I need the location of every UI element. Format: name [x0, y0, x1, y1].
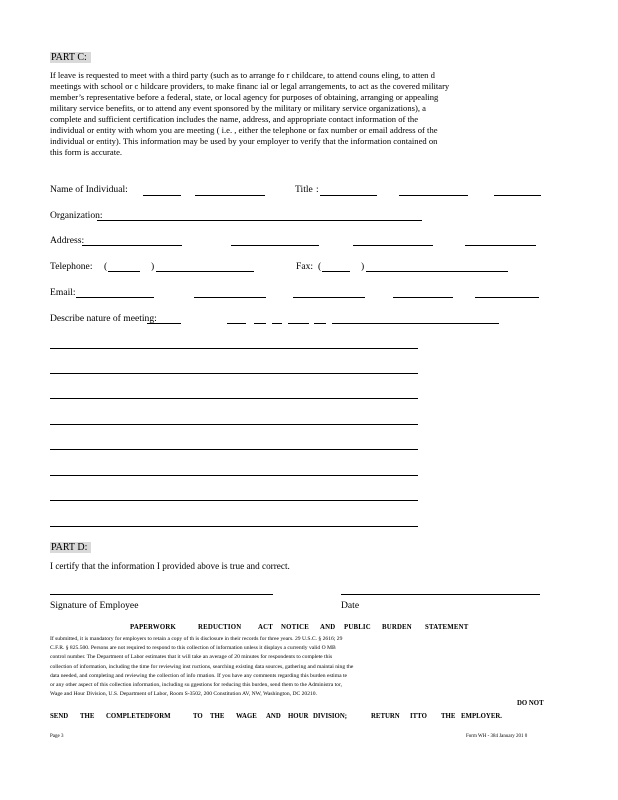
telephone-close-paren: ) [151, 261, 155, 272]
title-label: Title [295, 184, 313, 195]
meeting-description-line[interactable] [50, 500, 418, 501]
send-word: THE [80, 713, 95, 720]
fax-open-paren: ( [318, 261, 322, 272]
email-label: Email: [50, 287, 76, 298]
paragraph-line: military service benefits, or to attend any event sponsored by the military or military service organizations), a [50, 103, 426, 113]
email-field-line[interactable] [475, 297, 539, 298]
notice-line: data needed, and completing and reviewing the collection of info rmation. If you have any comments regarding this burden estima te [50, 672, 347, 679]
meeting-description-line[interactable] [50, 373, 418, 374]
notice-body [50, 635, 353, 699]
name-field-line[interactable] [143, 195, 181, 196]
fax-area-code-line[interactable] [322, 271, 350, 272]
email-field-line[interactable] [293, 297, 365, 298]
email-field-line[interactable] [76, 297, 154, 298]
describe-meeting-label: Describe nature of meeting: [50, 313, 157, 324]
paragraph-line: meetings with school or c hildcare providers, to make financ ial or legal arrangements, to act as the covered military [50, 81, 450, 91]
telephone-label: Telephone: [50, 261, 93, 272]
part-c-paragraph [50, 70, 449, 158]
meeting-description-line[interactable] [50, 475, 418, 476]
describe-field-line[interactable] [272, 323, 282, 324]
paragraph-line: individual or entity). This information may be used by your employer to verify that the information contained on [50, 136, 438, 146]
describe-field-line[interactable] [332, 323, 499, 324]
address-label: Address: [50, 235, 85, 246]
send-word: SEND [50, 713, 69, 720]
notice-heading-word: PUBLIC [344, 624, 371, 631]
send-word: EMPLOYER. [461, 713, 502, 720]
meeting-description-line[interactable] [50, 526, 418, 527]
organization-label: Organization: [50, 210, 103, 221]
describe-field-line[interactable] [227, 323, 246, 324]
notice-heading-word: BURDEN [382, 624, 412, 631]
name-field-line[interactable] [195, 195, 265, 196]
email-field-line[interactable] [194, 297, 266, 298]
paragraph-line: complete and sufficient certification includes the name, address, and appropriate contact information of the [50, 114, 419, 124]
paragraph-line: If leave is requested to meet with a third party (such as to arrange fo r childcare, to attend couns eling, to atten d [50, 70, 435, 80]
fax-label: Fax: [296, 261, 314, 272]
notice-heading-word: STATEMENT [425, 624, 469, 631]
telephone-number-line[interactable] [156, 271, 254, 272]
send-word: HOUR [288, 713, 309, 720]
meeting-description-line[interactable] [50, 424, 418, 425]
address-field-line[interactable] [82, 245, 182, 246]
send-word: ITTO [410, 713, 427, 720]
notice-line: Wage and Hour Division, U.S. Department of Labor, Room S-3502, 200 Constitution AV, NW, Washington, DC 20210. [50, 691, 318, 698]
paragraph-line: member’s representative before a federal, state, or local agency for purposes of obtaining, arranging or appealing [50, 92, 439, 102]
send-word: AND [266, 713, 281, 720]
paragraph-line: individual or entity with whom you are meeting ( i.e. , either the telephone or fax number or email address of the [50, 125, 438, 135]
certification-statement: I certify that the information I provided above is true and correct. [50, 561, 290, 571]
meeting-description-line[interactable] [50, 449, 418, 450]
send-word: TO [193, 713, 203, 720]
date-line[interactable] [341, 594, 540, 595]
describe-field-line[interactable] [314, 323, 326, 324]
address-field-line[interactable] [353, 245, 433, 246]
title-colon: : [316, 184, 319, 195]
meeting-description-line[interactable] [50, 398, 418, 399]
address-field-line[interactable] [231, 245, 319, 246]
notice-heading-word: ACT [258, 624, 273, 631]
title-field-line[interactable] [399, 195, 468, 196]
notice-line: or any other aspect of this collection information, including su ggestions for reducing this burden, send them to the Administra tor, [50, 682, 342, 689]
notice-line: C.F.R. § 825.500. Persons are not required to respond to this collection of information unless it displays a currently valid O MB [50, 645, 336, 652]
send-word: RETURN [371, 713, 400, 720]
describe-field-line[interactable] [147, 323, 181, 324]
notice-heading-word: REDUCTION [198, 624, 242, 631]
notice-heading-word: AND [320, 624, 336, 631]
form-identifier: Form WH - 384 January 201 0 [466, 734, 528, 739]
send-word: THE [441, 713, 456, 720]
part-d-heading: PART D: [50, 542, 91, 553]
notice-line: collection of information, including the time for reviewing inst ructions, searching existing data sources, gathering and maintai ning the [50, 663, 354, 670]
do-not-text: DO NOT [517, 700, 544, 707]
describe-field-line[interactable] [254, 323, 266, 324]
email-field-line[interactable] [393, 297, 453, 298]
signature-line[interactable] [50, 594, 273, 595]
date-label: Date [341, 600, 360, 611]
describe-field-line[interactable] [288, 323, 309, 324]
organization-field-line[interactable] [97, 220, 422, 221]
notice-heading-word: PAPERWORK [130, 624, 176, 631]
send-word: COMPLETEDFORM [106, 713, 171, 720]
title-field-line[interactable] [320, 195, 377, 196]
address-field-line[interactable] [465, 245, 536, 246]
signature-label: Signature of Employee [50, 600, 139, 611]
send-word: DIVISION; [313, 713, 347, 720]
notice-line: If submitted, it is mandatory for employers to retain a copy of th is disclosure in their records for three years. 29 U.S.C. § 2616; 29 [50, 636, 343, 642]
paragraph-line: this form is accurate. [50, 147, 123, 157]
notice-line: control number. The Department of Labor estimates that it will take an average of 20 minutes for respondents to complete this [50, 654, 333, 661]
title-field-line[interactable] [494, 195, 541, 196]
meeting-description-line[interactable] [50, 348, 418, 349]
notice-heading-word: NOTICE [281, 624, 310, 631]
telephone-area-code-line[interactable] [108, 271, 140, 272]
fax-number-line[interactable] [366, 271, 508, 272]
page-number: Page 3 [50, 734, 64, 739]
send-word: WAGE [236, 713, 257, 720]
telephone-open-paren: ( [104, 261, 108, 272]
name-of-individual-label: Name of Individual: [50, 184, 128, 195]
fax-close-paren: ) [361, 261, 365, 272]
send-word: THE [210, 713, 225, 720]
part-c-heading: PART C: [50, 52, 91, 63]
